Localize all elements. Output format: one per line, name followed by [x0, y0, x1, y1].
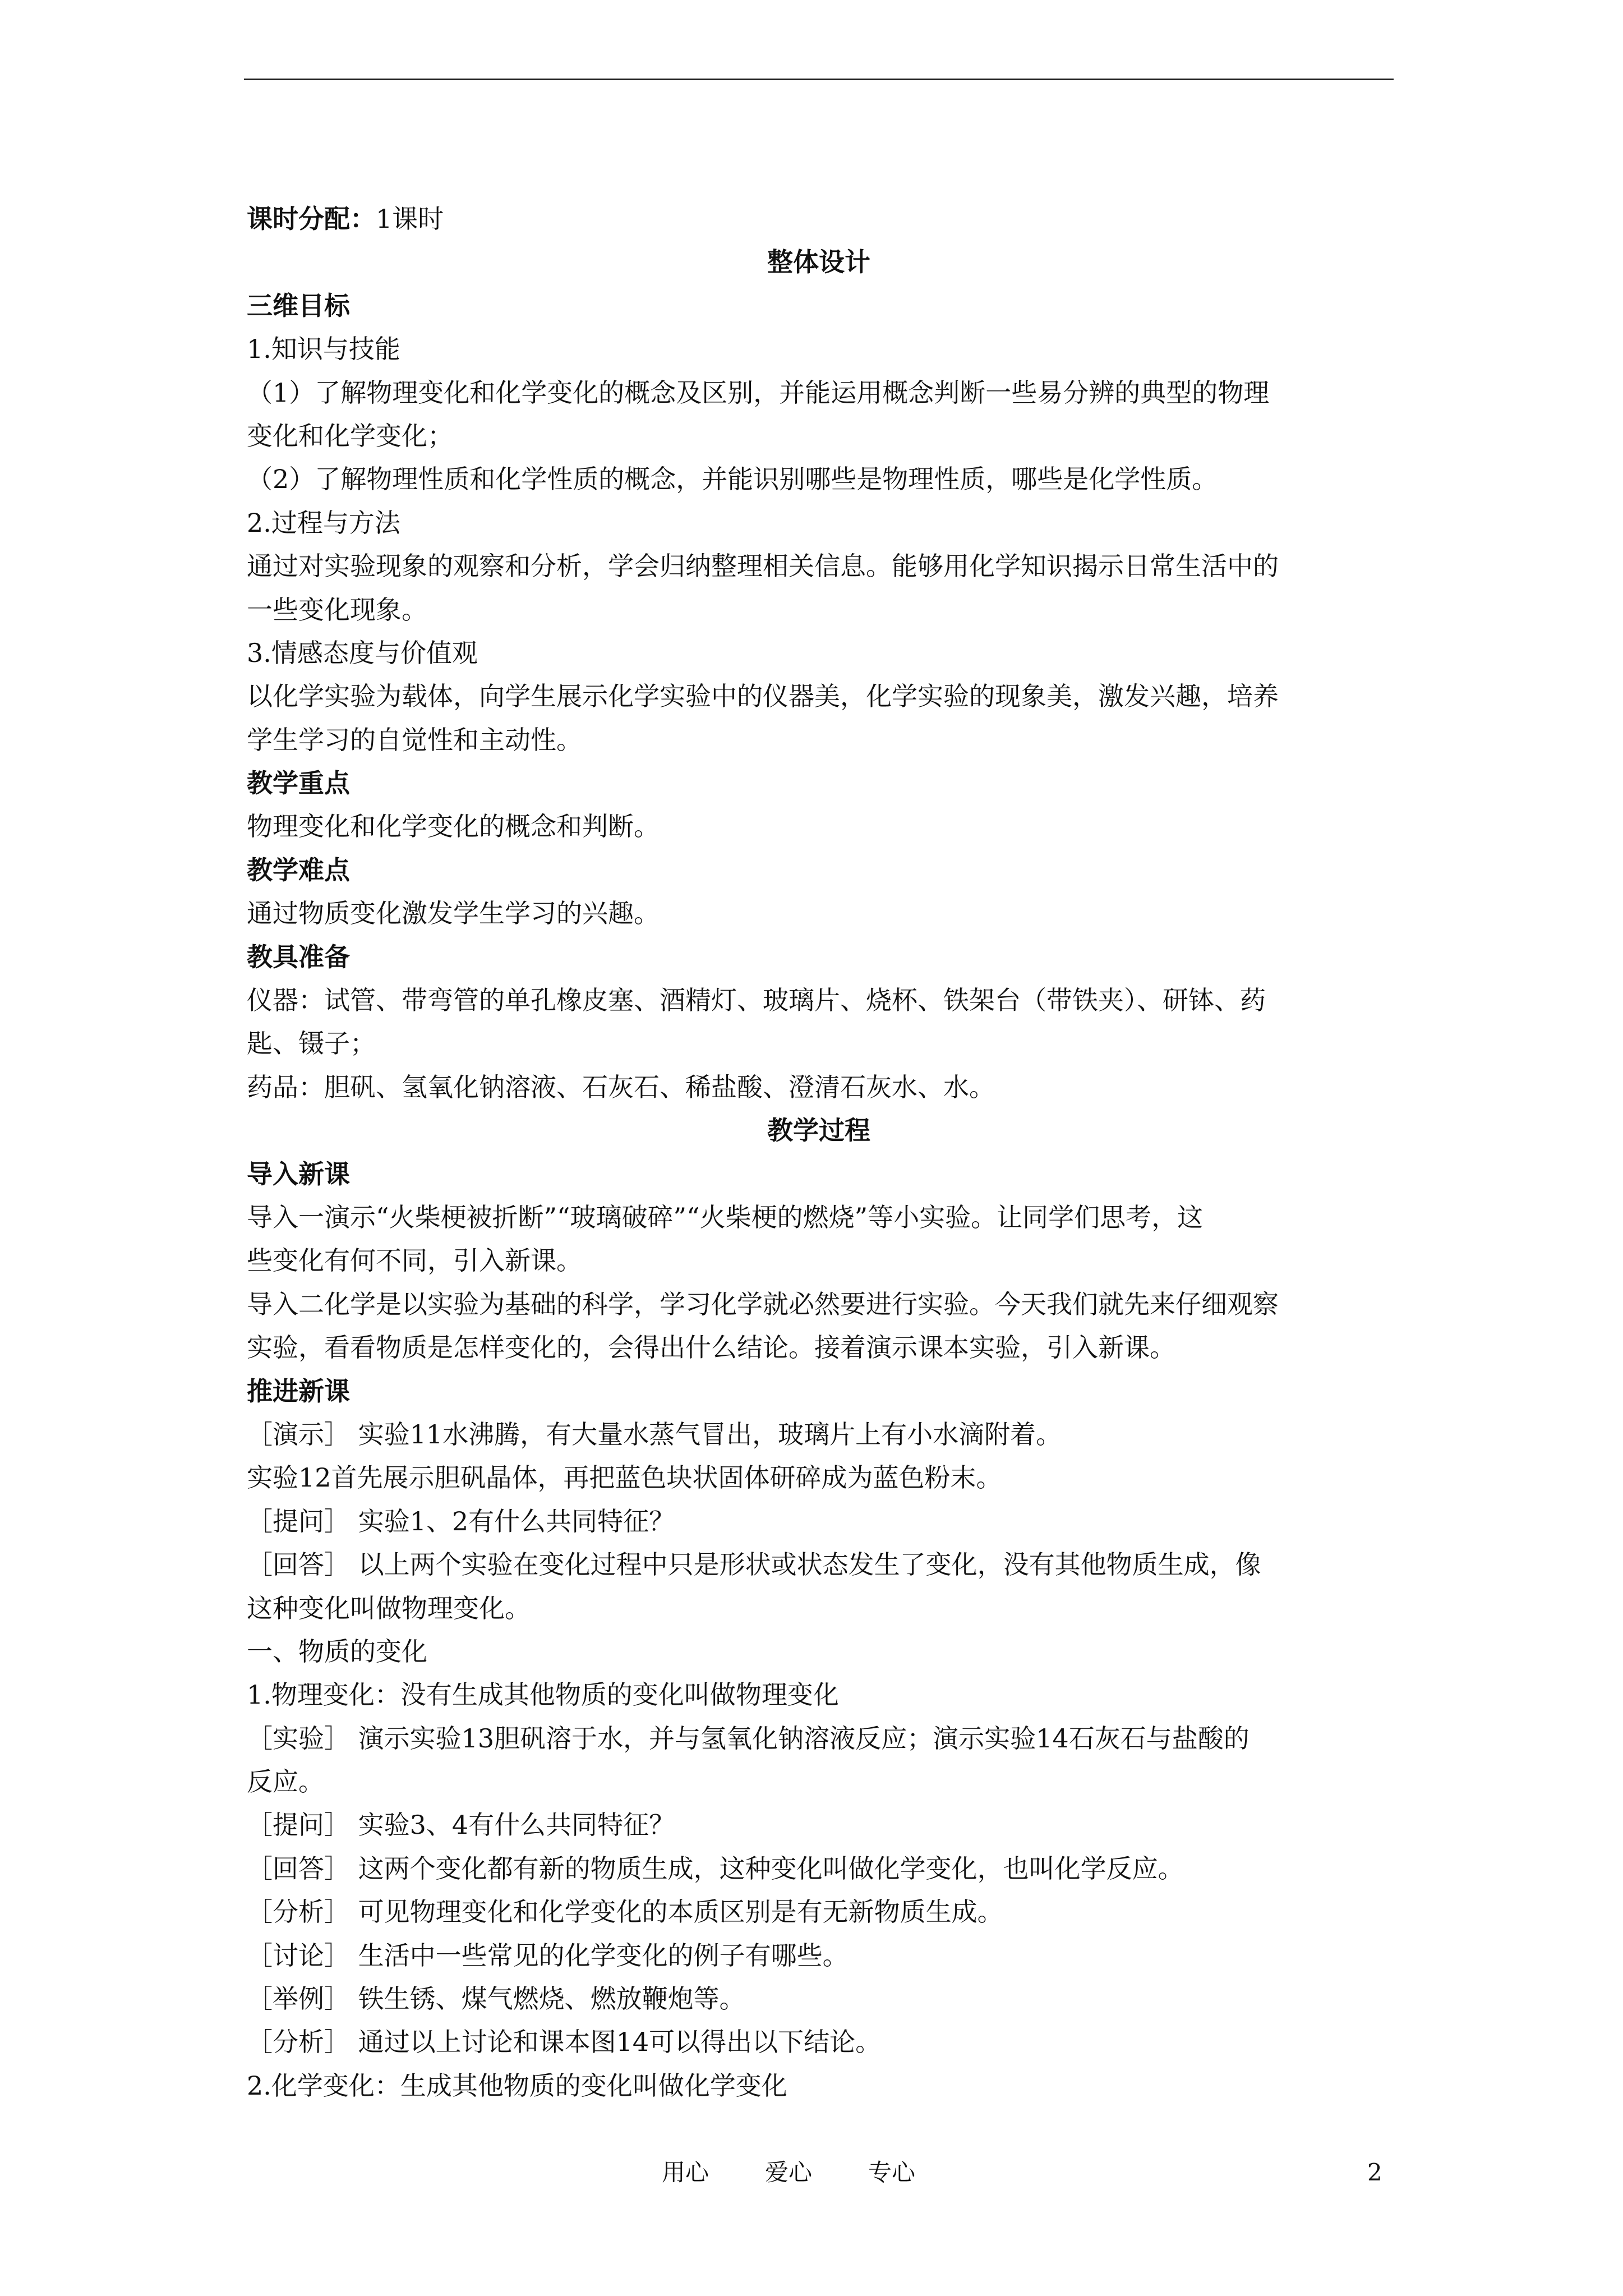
subsection-heading: 教学重点: [247, 768, 350, 799]
text-line: 些变化有何不同，引入新课。: [247, 1245, 582, 1276]
footer-motto-word: 用心: [662, 2159, 709, 2186]
text-line: ［分析］ 可见物理变化和化学变化的本质区别是有无新物质生成。: [247, 1897, 1003, 1927]
subsection-heading: 教具准备: [247, 941, 350, 972]
text-line: 以化学实验为载体，向学生展示化学实验中的仪器美，化学实验的现象美，激发兴趣，培养: [247, 681, 1279, 712]
page-number: 2: [1367, 2159, 1382, 2186]
text-line: 匙、镊子；: [247, 1028, 376, 1059]
footer-motto-word: 专心: [868, 2159, 916, 2186]
text-line: ［举例］ 铁生锈、煤气燃烧、燃放鞭炮等。: [247, 1984, 745, 2014]
text-line: 导入一演示“火柴梗被折断”“玻璃破碎”“火柴梗的燃烧”等小实验。让同学们思考，这: [247, 1202, 1204, 1232]
text-line: ［分析］ 通过以上讨论和课本图14可以得出以下结论。: [247, 2027, 882, 2058]
text-line: 3.情感态度与价值观: [247, 637, 478, 668]
section-heading: 教学过程: [767, 1115, 870, 1146]
text-line: 通过对实验现象的观察和分析，学会归纳整理相关信息。能够用化学知识揭示日常生活中的: [247, 551, 1279, 582]
text-line: 2.化学变化：生成其他物质的变化叫做化学变化: [247, 2070, 787, 2101]
text-line: 一、物质的变化: [247, 1636, 427, 1667]
subsection-heading: 推进新课: [247, 1375, 350, 1406]
text-line: 药品：胆矾、氢氧化钠溶液、石灰石、稀盐酸、澄清石灰水、水。: [247, 1071, 995, 1102]
text-line: 1.知识与技能: [247, 334, 400, 365]
lesson-time-label: 课时分配：: [247, 204, 376, 234]
footer-motto-word: 爱心: [765, 2159, 813, 2186]
text-line: 一些变化现象。: [247, 594, 427, 625]
text-line: 物理变化和化学变化的概念和判断。: [247, 811, 660, 842]
text-line: （2）了解物理性质和化学性质的概念，并能识别哪些是物理性质，哪些是化学性质。: [247, 464, 1218, 495]
text-line: 变化和化学变化；: [247, 420, 453, 451]
document-body: [247, 197, 1391, 2108]
text-line: 学生学习的自觉性和主动性。: [247, 724, 582, 755]
text-line: ［讨论］ 生活中一些常见的化学变化的例子有哪些。: [247, 1940, 849, 1971]
lesson-time-line: [247, 197, 1391, 241]
text-line: ［提问］ 实验1、2有什么共同特征？: [247, 1506, 675, 1536]
section-heading: 整体设计: [767, 247, 870, 278]
text-line: 这种变化叫做物理变化。: [247, 1593, 531, 1623]
text-line: 1.物理变化：没有生成其他物质的变化叫做物理变化: [247, 1680, 839, 1710]
footer-motto: [662, 2153, 971, 2192]
text-line: ［实验］ 演示实验13胆矾溶于水，并与氢氧化钠溶液反应；演示实验14石灰石与盐酸的: [247, 1723, 1249, 1754]
header-rule: [244, 79, 1394, 80]
text-line: ［演示］ 实验11水沸腾，有大量水蒸气冒出，玻璃片上有小水滴附着。: [247, 1419, 1062, 1450]
text-line: ［回答］ 这两个变化都有新的物质生成，这种变化叫做化学变化，也叫化学反应。: [247, 1853, 1184, 1884]
text-line: 2.过程与方法: [247, 507, 400, 538]
page-footer: [0, 2153, 1623, 2192]
subsection-heading: 教学难点: [247, 854, 350, 885]
subsection-heading: 导入新课: [247, 1158, 350, 1189]
text-line: 仪器：试管、带弯管的单孔橡皮塞、酒精灯、玻璃片、烧杯、铁架台（带铁夹）、研钵、药: [247, 985, 1266, 1016]
text-line: 实验12首先展示胆矾晶体，再把蓝色块状固体研碎成为蓝色粉末。: [247, 1462, 1002, 1493]
text-line: ［提问］ 实验3、4有什么共同特征？: [247, 1810, 675, 1841]
text-line: （1）了解物理变化和化学变化的概念及区别，并能运用概念判断一些易分辨的典型的物理: [247, 377, 1270, 408]
text-line: 反应。: [247, 1766, 324, 1797]
subsection-heading: 三维目标: [247, 290, 350, 321]
text-line: 实验，看看物质是怎样变化的，会得出什么结论。接着演示课本实验，引入新课。: [247, 1332, 1175, 1363]
text-line: 通过物质变化激发学生学习的兴趣。: [247, 898, 660, 929]
text-line: 导入二化学是以实验为基础的科学，学习化学就必然要进行实验。今天我们就先来仔细观察: [247, 1289, 1279, 1319]
lesson-time-value: 1课时: [376, 204, 444, 234]
text-line: ［回答］ 以上两个实验在变化过程中只是形状或状态发生了变化，没有其他物质生成，像: [247, 1549, 1261, 1580]
